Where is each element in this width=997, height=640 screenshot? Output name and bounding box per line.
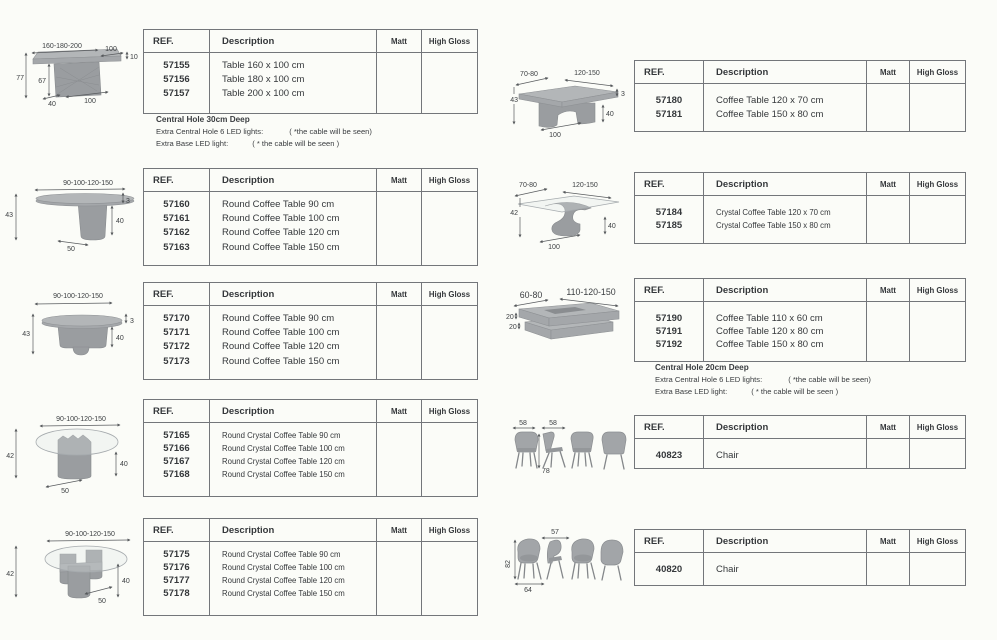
- description-value: Chair: [716, 564, 739, 575]
- col-high-gloss: High Gloss: [909, 279, 965, 301]
- dim-label: 82: [505, 560, 512, 568]
- col-ref: REF.: [644, 421, 665, 433]
- dim-label: 43: [510, 97, 518, 104]
- col-matt: Matt: [866, 173, 909, 195]
- drawing-coffee-table-hole: [505, 282, 635, 360]
- ref-value: 57177: [163, 575, 190, 586]
- spec-table-coffee-hole: [634, 278, 966, 362]
- note-label: Extra Central Hole 6 LED lights:: [655, 375, 763, 384]
- ref-value: 57163: [163, 241, 190, 253]
- spec-body: [635, 302, 965, 361]
- dim-label: 100: [548, 244, 560, 251]
- description-value: Round Crystal Coffee Table 120 cm: [222, 457, 345, 466]
- note-remark: ( * the cable will be seen ): [252, 139, 340, 148]
- col-ref: REF.: [153, 288, 174, 300]
- col-ref: REF.: [644, 535, 665, 547]
- col-ref: REF.: [644, 284, 665, 296]
- spec-table-round-crystal-a: [143, 399, 478, 497]
- dim-label: 90-100-120-150: [53, 293, 103, 300]
- ref-value: 40823: [655, 450, 683, 461]
- spec-table-round-crystal-b: [143, 518, 478, 616]
- dim-label: 120-150: [572, 182, 598, 189]
- description-value: Chair: [716, 450, 739, 461]
- col-high-gloss: High Gloss: [909, 416, 965, 438]
- description-value: Round Coffee Table 90 cm: [222, 199, 335, 210]
- description-column: [703, 196, 866, 243]
- dim-label: 50: [67, 246, 75, 252]
- spec-body: [635, 196, 965, 243]
- description-column: [209, 423, 376, 496]
- dim-label: 58: [549, 420, 557, 427]
- spec-body: [144, 423, 477, 496]
- dim-label: 20: [509, 324, 517, 331]
- description-value: Round Coffee Table 90 cm: [222, 313, 335, 324]
- col-description: Description: [209, 400, 376, 422]
- description-value: Coffee Table 120 x 80 cm: [716, 326, 824, 338]
- note-line: [156, 127, 372, 136]
- description-column: [209, 542, 376, 615]
- spec-table-chair-40823: [634, 415, 966, 469]
- matt-cell: [376, 542, 421, 615]
- matt-cell: [866, 302, 909, 361]
- description-value: Round Crystal Coffee Table 100 cm: [222, 563, 345, 572]
- ref-column: [144, 53, 209, 113]
- spec-table-coffee-rect: [634, 60, 966, 132]
- note-label: Extra Base LED light:: [655, 387, 728, 396]
- high-gloss-cell: [909, 439, 965, 468]
- description-value: Round Crystal Coffee Table 90 cm: [222, 550, 341, 559]
- high-gloss-cell: [909, 84, 965, 131]
- high-gloss-cell: [909, 196, 965, 243]
- matt-cell: [866, 439, 909, 468]
- description-value: Round Coffee Table 100 cm: [222, 213, 340, 225]
- high-gloss-cell: [421, 192, 477, 265]
- col-ref: REF.: [153, 524, 174, 536]
- ref-value: 57168: [163, 469, 190, 480]
- col-high-gloss: High Gloss: [909, 61, 965, 83]
- col-matt: Matt: [376, 400, 421, 422]
- matt-cell: [376, 306, 421, 379]
- description-value: Round Crystal Coffee Table 100 cm: [222, 444, 345, 453]
- col-matt: Matt: [866, 61, 909, 83]
- ref-value: 40820: [655, 564, 683, 575]
- ref-value: 57155: [163, 60, 190, 71]
- matt-cell: [866, 553, 909, 585]
- spec-table-round-coffee-a: [143, 168, 478, 266]
- description-value: Table 180 x 100 cm: [222, 74, 305, 86]
- drawing-crystal-coffee-table-rect: [505, 170, 635, 254]
- high-gloss-cell: [421, 306, 477, 379]
- col-matt: Matt: [866, 279, 909, 301]
- col-high-gloss: High Gloss: [421, 400, 477, 422]
- dim-label: 42: [6, 453, 14, 460]
- note-remark: ( *the cable will be seen): [289, 127, 372, 136]
- note-line: [655, 387, 871, 396]
- spec-body: [144, 542, 477, 615]
- ref-value: 57172: [163, 341, 190, 353]
- dim-label: 40: [606, 111, 614, 118]
- dim-label: 40: [122, 578, 130, 585]
- ref-column: [635, 302, 703, 361]
- note-title: Central Hole 30cm Deep: [156, 115, 250, 124]
- ref-column: [635, 84, 703, 131]
- description-value: Table 160 x 100 cm: [222, 60, 305, 71]
- dim-label: 58: [519, 420, 527, 427]
- drawing-chair-40820: [503, 522, 633, 594]
- dim-label: 3: [130, 318, 134, 325]
- col-description: Description: [703, 173, 866, 195]
- description-value: Round Crystal Coffee Table 120 cm: [222, 576, 345, 585]
- ref-value: 57157: [163, 88, 190, 100]
- description-value: Table 200 x 100 cm: [222, 88, 305, 100]
- drawing-round-crystal-table-b: [2, 518, 142, 618]
- dim-label: 50: [98, 598, 106, 605]
- ref-value: 57167: [163, 456, 190, 467]
- dim-label: 40: [116, 218, 124, 225]
- description-value: Round Coffee Table 150 cm: [222, 355, 340, 367]
- ref-column: [144, 542, 209, 615]
- description-value: Coffee Table 110 x 60 cm: [716, 313, 823, 324]
- col-matt: Matt: [376, 519, 421, 541]
- col-ref: REF.: [644, 66, 665, 78]
- notes-central-hole-20: [655, 363, 871, 396]
- ref-value: 57180: [655, 95, 683, 106]
- spec-body: [144, 53, 477, 113]
- note-label: Extra Base LED light:: [156, 139, 229, 148]
- dim-label: 42: [6, 571, 14, 578]
- ref-value: 57192: [655, 339, 683, 351]
- spec-table-round-coffee-b: [143, 282, 478, 380]
- description-column: [209, 53, 376, 113]
- ref-value: 57165: [163, 430, 190, 441]
- ref-value: 57173: [163, 355, 190, 367]
- ref-value: 57190: [655, 313, 683, 324]
- note-title: Central Hole 20cm Deep: [655, 363, 749, 372]
- spec-header: [635, 530, 965, 553]
- spec-header: [635, 61, 965, 84]
- spec-header: [635, 416, 965, 439]
- col-matt: Matt: [866, 530, 909, 552]
- col-high-gloss: High Gloss: [909, 530, 965, 552]
- ref-value: 57166: [163, 443, 190, 454]
- description-value: Coffee Table 150 x 80 cm: [716, 109, 824, 121]
- dim-label: 43: [5, 212, 13, 219]
- col-ref: REF.: [153, 35, 174, 47]
- description-value: Round Coffee Table 150 cm: [222, 241, 340, 253]
- matt-cell: [376, 423, 421, 496]
- description-value: Round Coffee Table 120 cm: [222, 227, 340, 239]
- dim-label: 70-80: [520, 71, 538, 78]
- dim-label: 100: [549, 132, 561, 139]
- spec-table-chair-40820: [634, 529, 966, 586]
- dim-label: 50: [61, 488, 69, 495]
- dim-label: 78: [542, 468, 550, 475]
- col-description: Description: [703, 279, 866, 301]
- col-high-gloss: High Gloss: [909, 173, 965, 195]
- dim-label: 3: [126, 198, 130, 205]
- ref-value: 57161: [163, 213, 190, 225]
- description-value: Round Crystal Coffee Table 90 cm: [222, 431, 341, 440]
- dim-label: 90-100-120-150: [56, 416, 106, 423]
- ref-value: 57160: [163, 199, 190, 210]
- high-gloss-cell: [909, 553, 965, 585]
- dim-label: 10: [130, 54, 138, 61]
- ref-value: 57170: [163, 313, 190, 324]
- high-gloss-cell: [421, 542, 477, 615]
- description-value: Coffee Table 120 x 70 cm: [716, 95, 824, 106]
- matt-cell: [866, 84, 909, 131]
- dim-label: 120-150: [574, 70, 600, 77]
- col-matt: Matt: [376, 283, 421, 305]
- ref-value: 57181: [655, 109, 683, 121]
- high-gloss-cell: [421, 423, 477, 496]
- dim-label: 160-180-200: [42, 43, 82, 50]
- ref-value: 57176: [163, 562, 190, 573]
- ref-value: 57185: [655, 220, 683, 231]
- ref-value: 57191: [655, 326, 683, 338]
- matt-cell: [866, 196, 909, 243]
- drawing-coffee-table-rect: [505, 58, 635, 142]
- ref-value: 57184: [655, 207, 683, 218]
- notes-central-hole-30: [156, 115, 372, 148]
- ref-column: [635, 196, 703, 243]
- spec-header: [144, 519, 477, 542]
- description-column: [703, 553, 866, 585]
- ref-column: [144, 192, 209, 265]
- col-description: Description: [703, 530, 866, 552]
- spec-body: [635, 553, 965, 585]
- high-gloss-cell: [909, 302, 965, 361]
- col-matt: Matt: [376, 169, 421, 191]
- spec-table-dining: [143, 29, 478, 114]
- col-description: Description: [209, 169, 376, 191]
- col-ref: REF.: [153, 405, 174, 417]
- matt-cell: [376, 53, 421, 113]
- dim-label: 40: [120, 461, 128, 468]
- description-value: Crystal Coffee Table 120 x 70 cm: [716, 208, 831, 217]
- dim-label: 20: [506, 314, 514, 321]
- ref-column: [144, 423, 209, 496]
- col-description: Description: [209, 30, 376, 52]
- spec-header: [144, 400, 477, 423]
- col-description: Description: [703, 416, 866, 438]
- matt-cell: [376, 192, 421, 265]
- dim-label: 40: [48, 101, 56, 108]
- col-matt: Matt: [866, 416, 909, 438]
- ref-column: [635, 553, 703, 585]
- dim-label: 90-100-120-150: [65, 531, 115, 538]
- dim-label: 77: [16, 75, 24, 82]
- col-description: Description: [209, 283, 376, 305]
- spec-table-crystal-coffee-rect: [634, 172, 966, 244]
- col-ref: REF.: [644, 178, 665, 190]
- col-high-gloss: High Gloss: [421, 519, 477, 541]
- dim-label: 57: [551, 529, 559, 536]
- spec-body: [144, 192, 477, 265]
- spec-body: [635, 84, 965, 131]
- spec-body: [144, 306, 477, 379]
- ref-value: 57178: [163, 588, 190, 599]
- drawing-round-crystal-table-a: [2, 398, 142, 498]
- description-column: [209, 306, 376, 379]
- high-gloss-cell: [421, 53, 477, 113]
- spec-header: [144, 283, 477, 306]
- dim-label: 42: [510, 210, 518, 217]
- description-column: [703, 439, 866, 468]
- dim-label: 67: [38, 78, 46, 85]
- ref-value: 57171: [163, 327, 190, 339]
- description-value: Round Coffee Table 120 cm: [222, 341, 340, 353]
- dim-label: 90-100-120-150: [63, 180, 113, 187]
- dim-label: 64: [524, 587, 532, 594]
- spec-body: [635, 439, 965, 468]
- col-description: Description: [703, 61, 866, 83]
- description-value: Round Crystal Coffee Table 150 cm: [222, 589, 345, 598]
- spec-header: [635, 279, 965, 302]
- dim-label: 3: [621, 91, 625, 98]
- dim-label: 70-80: [519, 182, 537, 189]
- dim-label: 110-120-150: [566, 287, 616, 297]
- ref-column: [635, 439, 703, 468]
- ref-value: 57175: [163, 549, 190, 560]
- dim-label: 43: [22, 331, 30, 338]
- dim-label: 100: [84, 98, 96, 105]
- note-remark: ( * the cable will be seen ): [751, 387, 839, 396]
- note-line: [655, 375, 871, 384]
- note-label: Extra Central Hole 6 LED lights:: [156, 127, 264, 136]
- drawing-round-coffee-table-b: [2, 288, 142, 368]
- drawing-round-coffee-table-a: [2, 176, 142, 252]
- ref-value: 57162: [163, 227, 190, 239]
- dim-label: 40: [608, 223, 616, 230]
- col-description: Description: [209, 519, 376, 541]
- col-matt: Matt: [376, 30, 421, 52]
- note-line: [156, 139, 372, 148]
- description-column: [209, 192, 376, 265]
- ref-value: 57156: [163, 74, 190, 86]
- spec-header: [635, 173, 965, 196]
- col-high-gloss: High Gloss: [421, 283, 477, 305]
- drawing-chair-40823: [508, 412, 634, 484]
- note-remark: ( *the cable will be seen): [788, 375, 871, 384]
- description-column: [703, 302, 866, 361]
- dim-label: 100: [105, 46, 117, 53]
- description-value: Coffee Table 150 x 80 cm: [716, 339, 824, 351]
- col-ref: REF.: [153, 174, 174, 186]
- col-high-gloss: High Gloss: [421, 169, 477, 191]
- drawing-dining-table: [8, 40, 142, 108]
- spec-header: [144, 169, 477, 192]
- col-high-gloss: High Gloss: [421, 30, 477, 52]
- ref-column: [144, 306, 209, 379]
- description-value: Crystal Coffee Table 150 x 80 cm: [716, 221, 831, 230]
- spec-header: [144, 30, 477, 53]
- dim-label: 40: [116, 335, 124, 342]
- description-value: Round Coffee Table 100 cm: [222, 327, 340, 339]
- description-value: Round Crystal Coffee Table 150 cm: [222, 470, 345, 479]
- dim-label: 60-80: [519, 290, 543, 300]
- description-column: [703, 84, 866, 131]
